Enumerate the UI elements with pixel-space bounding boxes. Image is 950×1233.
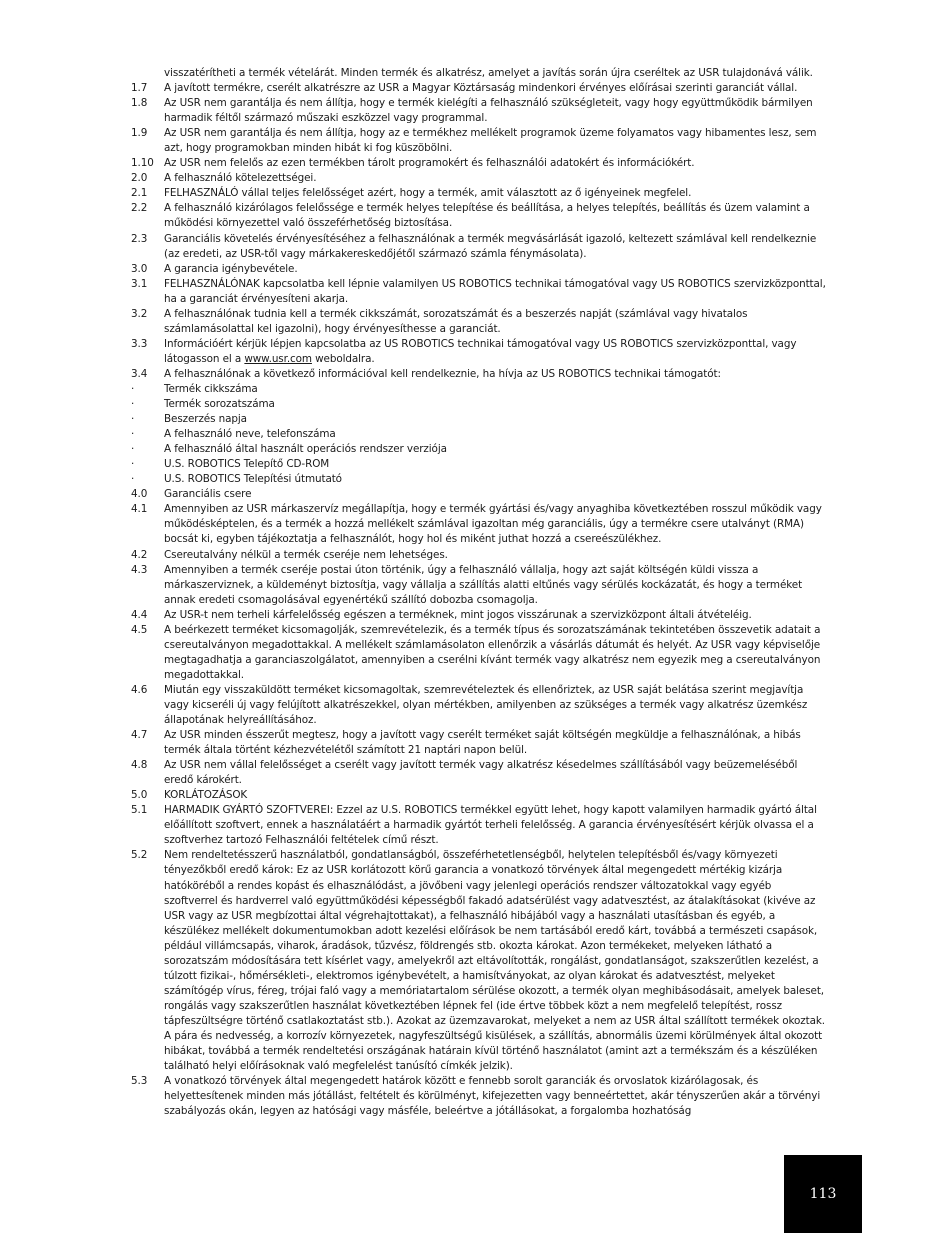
list-item xyxy=(131,728,828,758)
item-text: A felhasználó által használt operációs rendszer verziója xyxy=(164,443,447,456)
list-item xyxy=(131,201,828,231)
list-item xyxy=(131,277,828,307)
item-text: U.S. ROBOTICS Telepítési útmutató xyxy=(164,473,342,486)
list-item xyxy=(131,608,828,623)
list-item xyxy=(131,307,828,337)
item-text: U.S. ROBOTICS Telepítő CD-ROM xyxy=(164,458,330,471)
item-text: Garanciális csere xyxy=(164,488,252,501)
list-item xyxy=(131,563,828,608)
list-item xyxy=(131,683,828,728)
item-number: 4.4 xyxy=(131,608,148,621)
list-item xyxy=(131,186,828,201)
item-text: KORLÁTOZÁSOK xyxy=(164,789,248,802)
item-number: 4.8 xyxy=(131,759,148,772)
item-text: visszatérítheti a termék vételárát. Minden termék és alkatrész, amelyet a javítás során újra cseréltek az USR tulajdonává válik. xyxy=(164,67,813,79)
item-text: Amennyiben a termék cseréje postai úton történik, úgy a felhasználó vállalja, hogy azt saját költségén küldi vissza a márkaszerviznek, a küldeményt biztosítja, vagy vállalja a szállítás alatti eltűnés vagy sérülés kockázatát, és hogy a terméket annak eredeti csomagolásával egyenértékű szállító dobozba csomagolja. xyxy=(164,563,803,606)
item-text: Az USR nem garantálja és nem állítja, hogy e termék kielégíti a felhasználó szükségleteit, vagy hogy együttműködik bármilyen harmadik féltől származó műszaki eszközzel vagy programmal. xyxy=(164,97,813,125)
bullet-item xyxy=(131,397,828,412)
item-number: 2.1 xyxy=(131,187,148,200)
item-number: 1.10 xyxy=(131,157,154,170)
item-number: 2.0 xyxy=(131,172,148,185)
list-item xyxy=(131,367,828,382)
item-text-after: weboldalra. xyxy=(315,352,375,365)
section-heading xyxy=(131,788,828,803)
item-text: Az USR nem vállal felelősséget a cserélt vagy javított termék vagy alkatrész késedelmes szállításából vagy beüzemeléséből eredő károkért. xyxy=(164,759,798,787)
list-item xyxy=(131,1074,828,1119)
bullet-item xyxy=(131,427,828,442)
usr-website-link[interactable]: www.usr.com xyxy=(244,352,312,365)
item-text: A felhasználó kizárólagos felelőssége e termék helyes telepítése és beállítása, a helyes telepítés, beállítás és üzem valamint a működési környezettel való összeférhetőség biztosítása. xyxy=(164,202,810,230)
item-text: Nem rendeltetésszerű használatból, gondatlanságból, összeférhetetlenségből, helytelen telepítésből és/vagy környezeti tényezőkből eredő károk: Ez az USR korlátozott körű garancia a vonatkozó törvények által megengedett mértékig kizárja hatóköréből a rendes kopást és elhasználódást, a jövőbeni vagy jelenlegi operációs rendszer változatokkal vagy egyéb szoftverrel és hardverrel való együttműködési képességből fakadó adatsérülést vagy adatvesztést, az átalakításokat (kivéve az USR vagy az USR megbízottai által végrehajtottakat), a felhasználó hibájából vagy a használati utasításban és egyéb, a készülékez mellékelt dokumentumokban adott kezelési előírások be nem tartásából eredő kárt, továbbá a természeti csapások, például villámcsapás, viharok, áradások, tűzvész, földrengés stb. okozta károkat. Azon termékeket, melyeken látható a sorozatszám módosítására tett kísérlet vagy, amelyekről azt eltávolították, rongálást, gondatlanságot, szakszerűtlen kezelést, a túlzott fizikai-, hőmérsékleti-, elektromos igénybevételt, a hamisítványokat, az olyan károkat és adatvesztést, melyeket számítógép vírus, féreg, trójai faló vagy a memóriatartalom sérülése okozott, a termék olyan meghibásodásait, amelyek baleset, rongálás vagy szakszerűtlen használat következtében lépnek fel (ide értve többek közt a nem megfelelő telepítést, rossz tápfeszültségre történő csatlakoztatást stb.). Azokat az üzemzavarokat, melyeket a nem az USR által szállított termékek okoztak. A pára és nedvesség, a korrozív környezetek, nagyfeszültségű kisülések, a szállítás, abnormális üzemi körülmények által okozott hibákat, továbbá a termék rendeltetési országának határain kívül történő használatot (amint azt a termékszám és a készüléken található helyi előírásoknak való megfelelést tanúsító címkék jelzik). xyxy=(164,849,826,1073)
bullet-dot: · xyxy=(131,458,135,471)
item-number: 2.3 xyxy=(131,232,148,245)
item-number: 4.7 xyxy=(131,729,148,742)
item-number: 1.7 xyxy=(131,82,148,95)
list-item xyxy=(131,848,828,1074)
item-text: FELHASZNÁLÓNAK kapcsolatba kell lépnie valamilyen US ROBOTICS technikai támogatóval vagy US ROBOTICS szervizközponttal, ha a garanciát érvényesíteni akarja. xyxy=(164,277,826,305)
bullet-dot: · xyxy=(131,382,135,395)
item-number: 5.2 xyxy=(131,849,148,862)
item-text: A felhasználó neve, telefonszáma xyxy=(164,428,336,441)
item-number: 1.9 xyxy=(131,127,148,140)
item-number: 5.0 xyxy=(131,789,148,802)
list-item xyxy=(131,337,828,367)
item-text: Csereutalvány nélkül a termék cseréje nem lehetséges. xyxy=(164,548,448,561)
item-text: Az USR nem garantálja és nem állítja, hogy az e termékhez mellékelt programok üzeme folyamatos vagy hibamentes lesz, sem azt, hogy programokban minden hibát ki fog küszöbölni. xyxy=(164,127,817,155)
item-text-with-link xyxy=(164,337,828,367)
item-text: Termék cikkszáma xyxy=(164,382,258,395)
item-text: HARMADIK GYÁRTÓ SZOFTVEREI: Ezzel az U.S. ROBOTICS termékkel együtt lehet, hogy kapott valamilyen harmadik gyártó által előállított szoftvert, ennek a használatáért a harmadik gyártót terheli felelősség. A garancia érvényesítésért kérjük olvassa el a szoftverhez tartozó Felhasználói feltételek című részt. xyxy=(164,804,817,847)
list-item xyxy=(131,126,828,156)
item-text: FELHASZNÁLÓ vállal teljes felelősséget azért, hogy a termék, amit választott az ő igényeinek megfelel. xyxy=(164,187,692,200)
item-text: Beszerzés napja xyxy=(164,413,247,426)
item-text: A garancia igénybevétele. xyxy=(164,262,298,275)
item-number: 3.3 xyxy=(131,337,148,350)
item-number: 4.0 xyxy=(131,488,148,501)
list-item xyxy=(131,66,828,81)
item-text: Garanciális követelés érvényesítéséhez a felhasználónak a termék megvásárlását igazoló, keltezett számlával kell rendelkeznie (az eredeti, az USR-től vagy márkakereskedőjétől származó számla fénymásolata). xyxy=(164,232,817,260)
item-number: 3.1 xyxy=(131,277,148,290)
list-item xyxy=(131,156,828,171)
list-item xyxy=(131,81,828,96)
item-number: 1.8 xyxy=(131,97,148,110)
item-text: Az USR-t nem terheli kárfelelősség egészen a terméknek, mint jogos visszárunak a szervizközpont általi átvételéig. xyxy=(164,608,752,621)
item-number: 4.6 xyxy=(131,683,148,696)
item-text: A javított termékre, cserélt alkatrészre az USR a Magyar Köztársaság mindenkori érvényes előírásai szerinti garanciát vállal. xyxy=(164,82,798,95)
item-number: 4.5 xyxy=(131,623,148,636)
bullet-dot: · xyxy=(131,428,135,441)
item-text: A felhasználó kötelezettségei. xyxy=(164,172,317,185)
bullet-item xyxy=(131,442,828,457)
item-text: Az USR minden ésszerűt megtesz, hogy a javított vagy cserélt terméket saját költségén megküldje a felhasználónak, a hibás termék általa történt kézhezvételétől számított 21 naptári napon belül. xyxy=(164,729,801,757)
list-item xyxy=(131,232,828,262)
page-number-box xyxy=(784,1155,862,1233)
item-number: 5.1 xyxy=(131,804,148,817)
section-heading xyxy=(131,487,828,502)
item-number: 3.0 xyxy=(131,262,148,275)
bullet-dot: · xyxy=(131,443,135,456)
section-heading xyxy=(131,171,828,186)
bullet-item xyxy=(131,412,828,427)
list-item xyxy=(131,96,828,126)
bullet-item xyxy=(131,472,828,487)
list-item xyxy=(131,502,828,547)
item-number: 3.4 xyxy=(131,367,148,380)
item-number: 4.1 xyxy=(131,503,148,516)
item-text: Miután egy visszaküldött terméket kicsomagoltak, szemrevételeztek és ellenőriztek, az USR saját belátása szerint megjavítja vagy kicseréli új vagy felújított alkatrészekkel, olyan mértékben, amilyenben az szükséges a termék vagy alkatrész üzemkész állapotának helyreállításához. xyxy=(164,683,808,727)
list-item xyxy=(131,803,828,848)
item-number: 2.2 xyxy=(131,202,148,215)
item-text: A felhasználónak tudnia kell a termék cikkszámát, sorozatszámát és a beszerzés napját (számlával vagy hivatalos számlamásolattal kel igazolni), hogy érvényesíthesse a garanciát. xyxy=(164,307,748,335)
item-number: 4.2 xyxy=(131,548,148,561)
bullet-item xyxy=(131,457,828,472)
item-number: 5.3 xyxy=(131,1075,148,1088)
document-body xyxy=(131,66,828,1119)
bullet-dot: · xyxy=(131,413,135,426)
bullet-item xyxy=(131,382,828,397)
list-item xyxy=(131,548,828,563)
item-number: 3.2 xyxy=(131,307,148,320)
item-text: Az USR nem felelős az ezen termékben tárolt programokért és felhasználói adatokért és információkért. xyxy=(164,157,695,170)
item-number: 4.3 xyxy=(131,563,148,576)
item-text: A felhasználónak a következő információval kell rendelkeznie, ha hívja az US ROBOTICS technikai támogatót: xyxy=(164,367,721,380)
bullet-dot: · xyxy=(131,473,135,486)
item-text: Amennyiben az USR márkaszervíz megállapítja, hogy e termék gyártási és/vagy anyaghiba következtében rosszul működik vagy működésképtelen, és a termék a hozzá mellékelt számlával igazoltan még garanciális, úgy a termékre csere utalványt (RMA) bocsát ki, egyben tájékoztatja a felhasználót, hogy hol és miként juthat hozzá a csereészülékhez. xyxy=(164,503,822,546)
item-text: A beérkezett terméket kicsomagolják, szemrevételezik, és a termék típus és sorozatszámának tekintetében összevetik adatait a csereutalványon megadottakkal. A mellékelt számlamásolaton ellenőrzik a vásárlás dátumát és helyét. Az USR vagy képviselője megtagadhatja a garanciaszolgálatot, amennyiben a cserélni kívánt termék vagy alkatrész nem egyezik meg a csereutalványon megadottakkal. xyxy=(164,623,821,681)
item-text: Termék sorozatszáma xyxy=(164,398,275,411)
list-item xyxy=(131,758,828,788)
section-heading xyxy=(131,262,828,277)
item-text: Információért kérjük lépjen kapcsolatba az US ROBOTICS technikai támogatóval vagy US ROBOTICS szervizközponttal, vagy látogasson el a xyxy=(164,337,797,365)
list-item xyxy=(131,623,828,683)
bullet-dot: · xyxy=(131,398,135,411)
item-text: A vonatkozó törvények által megengedett határok között e fennebb sorolt garanciák és orvoslatok kizárólagosak, és helyettesítenek minden más jótállást, feltételt és körülményt, kifejezetten vagy benneértettet, akár tényszerűen akár a törvényi szabályozás okán, legyen az hatósági vagy másféle, beleértve a jótállásokat, a forgalomba hozhatóság xyxy=(164,1075,821,1118)
page-number: 113 xyxy=(809,1186,837,1202)
